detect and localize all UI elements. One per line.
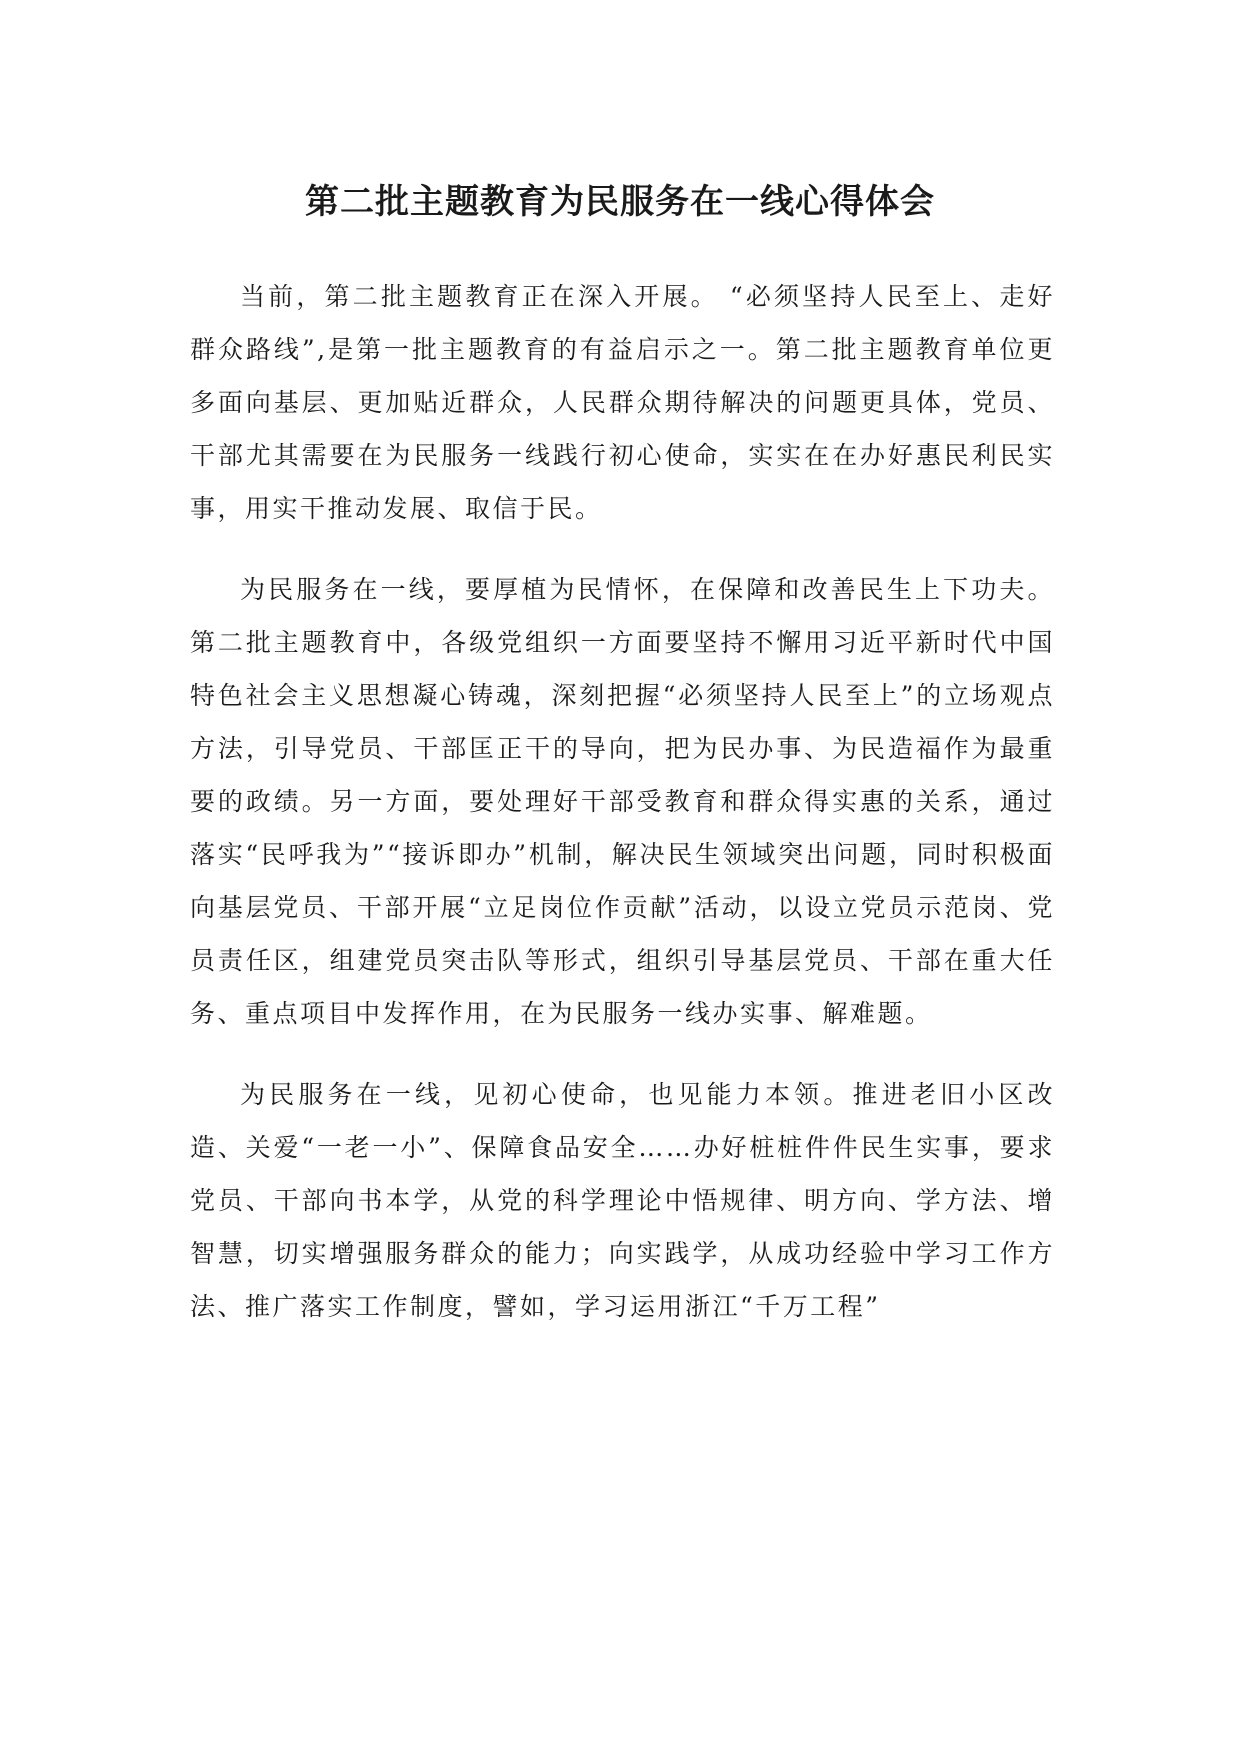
paragraph-1: 当前，第二批主题教育正在深入开展。 “必须坚持人民至上、走好群众路线”,是第一批主题教育的有益启示之一。第二批主题教育单位更多面向基层、更加贴近群众，人民群众期待解决的问题更具体，党员、干部尤其需要在为民服务一线践行初心使命，实实在在办好惠民利民实事，用实干推动发展、取信于民。 — [190, 282, 1055, 523]
document-body — [190, 270, 1055, 1361]
paragraph-3: 为民服务在一线，见初心使命，也见能力本领。推进老旧小区改造、关爱“一老一小”、保障食品安全……办好桩桩件件民生实事，要求党员、干部向书本学，从党的科学理论中悟规律、明方向、学方法、增智慧，切实增强服务群众的能力；向实践学，从成功经验中学习工作方法、推广落实工作制度，譬如，学习运用浙江“千万工程” — [190, 1080, 1055, 1321]
paragraph-2: 为民服务在一线，要厚植为民情怀，在保障和改善民生上下功夫。第二批主题教育中，各级党组织一方面要坚持不懈用习近平新时代中国特色社会主义思想凝心铸魂，深刻把握“必须坚持人民至上”的立场观点方法，引导党员、干部匡正干的导向，把为民办事、为民造福作为最重要的政绩。另一方面，要处理好干部受教育和群众得实惠的关系，通过落实“民呼我为”“接诉即办”机制，解决民生领域突出问题，同时积极面向基层党员、干部开展“立足岗位作贡献”活动，以设立党员示范岗、党员责任区，组建党员突击队等形式，组织引导基层党员、干部在重大任务、重点项目中发挥作用，在为民服务一线办实事、解难题。 — [190, 575, 1055, 1028]
document-title: 第二批主题教育为民服务在一线心得体会 — [305, 182, 935, 222]
